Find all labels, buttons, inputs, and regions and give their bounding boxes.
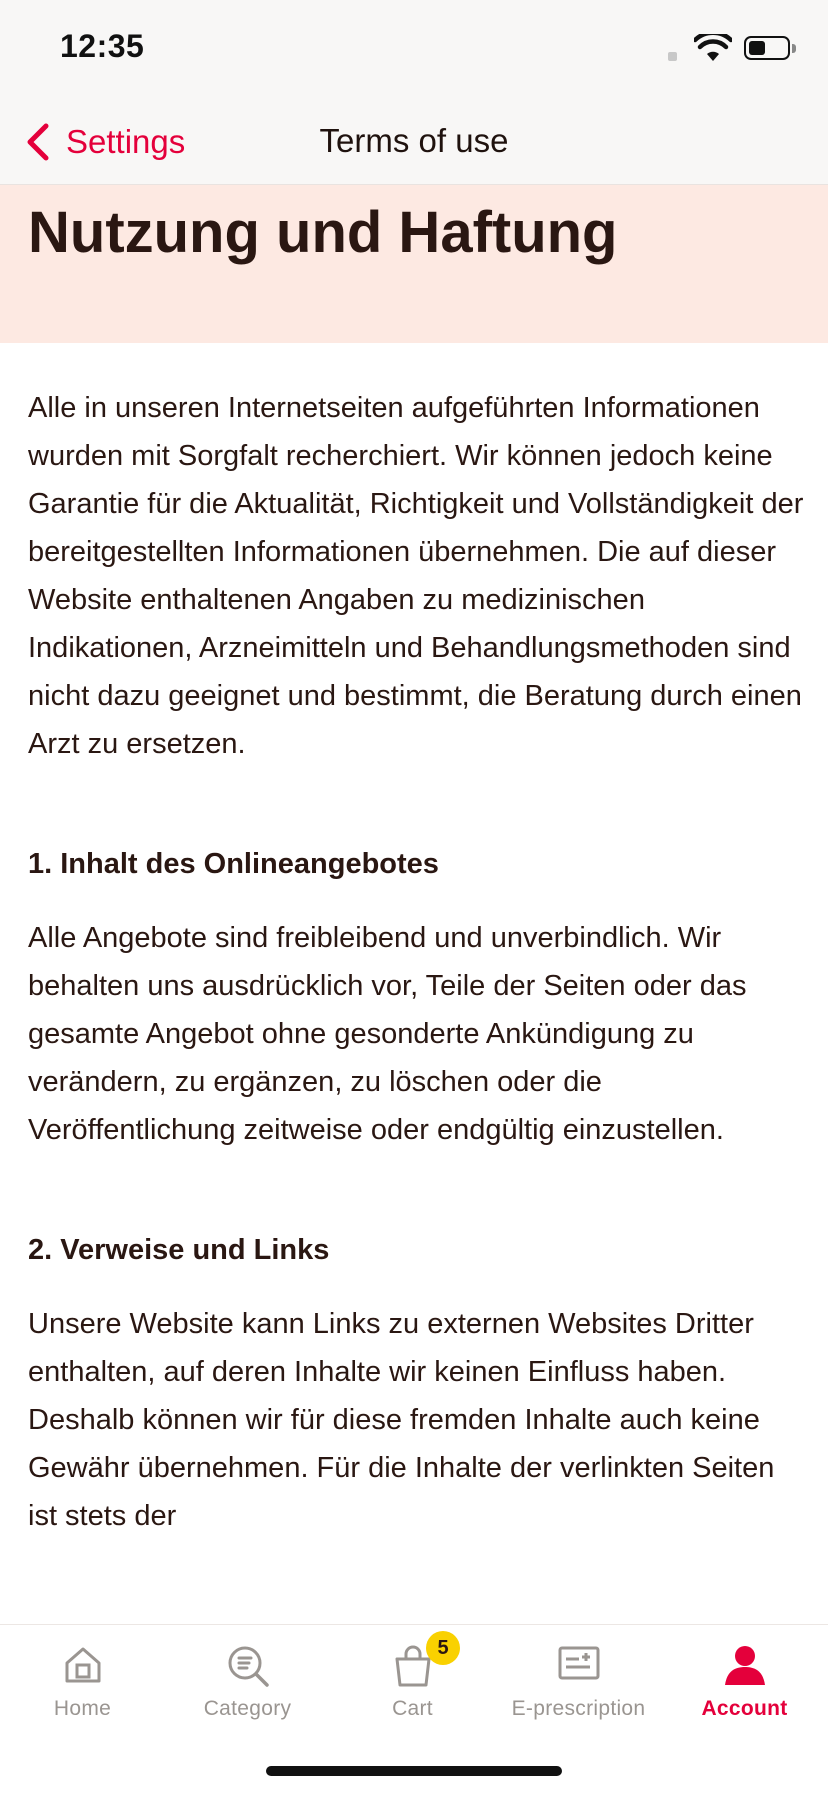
wifi-icon xyxy=(694,34,732,64)
hero-header xyxy=(0,185,828,343)
account-icon xyxy=(723,1643,767,1687)
tab-cart[interactable] xyxy=(330,1625,495,1735)
signal-icon xyxy=(668,52,677,61)
status-icons xyxy=(654,34,794,64)
section-heading: 1. Inhalt des Onlineangebotes xyxy=(28,848,439,880)
navigation-bar xyxy=(0,100,828,185)
prescription-icon xyxy=(557,1643,601,1683)
tab-label: E-prescription xyxy=(511,1697,646,1720)
terms-content[interactable] xyxy=(28,384,808,1624)
tab-account[interactable] xyxy=(662,1625,827,1735)
home-indicator xyxy=(266,1766,562,1776)
category-search-icon xyxy=(225,1643,271,1689)
battery-icon xyxy=(744,36,790,60)
tab-e-prescription[interactable] xyxy=(496,1625,661,1735)
tab-label: Home xyxy=(53,1697,112,1720)
hero-title: Nutzung und Haftung xyxy=(28,200,618,265)
section-heading: 2. Verweise und Links xyxy=(28,1234,330,1266)
intro-paragraph: Alle in unseren Internetseiten aufgeführten Informationen wurden mit Sorgfalt recherchiert. Wir können jedoch keine Garantie für die Aktualität, Richtigkeit und Vollständigkeit der bereitgestellten Informationen übernehmen. Die auf dieser Website enthaltenen Angaben zu medizinischen Indikationen, Arzneimitteln und Behandlungsmethoden sind nicht dazu geeignet und bestimmt, die Beratung durch einen Arzt zu ersetzen. xyxy=(28,392,804,760)
home-icon xyxy=(61,1643,105,1687)
tab-category[interactable] xyxy=(165,1625,330,1735)
section-text: Unsere Website kann Links zu externen Websites Dritter enthalten, auf deren Inhalte wir keinen Einfluss haben. Deshalb können wir für diese fremden Inhalte auch keine Gewähr übernehmen. Für die Inhalte der verlinkten Seiten ist stets der xyxy=(28,1308,775,1532)
status-bar xyxy=(0,0,828,100)
page-title: Terms of use xyxy=(319,122,509,159)
tab-label: Account xyxy=(701,1697,788,1720)
status-time: 12:35 xyxy=(60,28,145,64)
tab-label: Cart xyxy=(392,1697,433,1720)
section-text: Alle Angebote sind freibleibend und unverbindlich. Wir behalten uns ausdrücklich vor, Teile der Seiten oder das gesamte Angebot ohne gesonderte Ankündigung zu verändern, zu ergänzen, zu löschen oder die Veröffentlichung zeitweise oder endgültig einzustellen. xyxy=(28,922,747,1146)
cart-count-badge: 5 xyxy=(426,1631,460,1665)
back-button-label: Settings xyxy=(66,123,186,160)
tab-home[interactable] xyxy=(0,1625,165,1735)
tab-label: Category xyxy=(203,1697,292,1720)
